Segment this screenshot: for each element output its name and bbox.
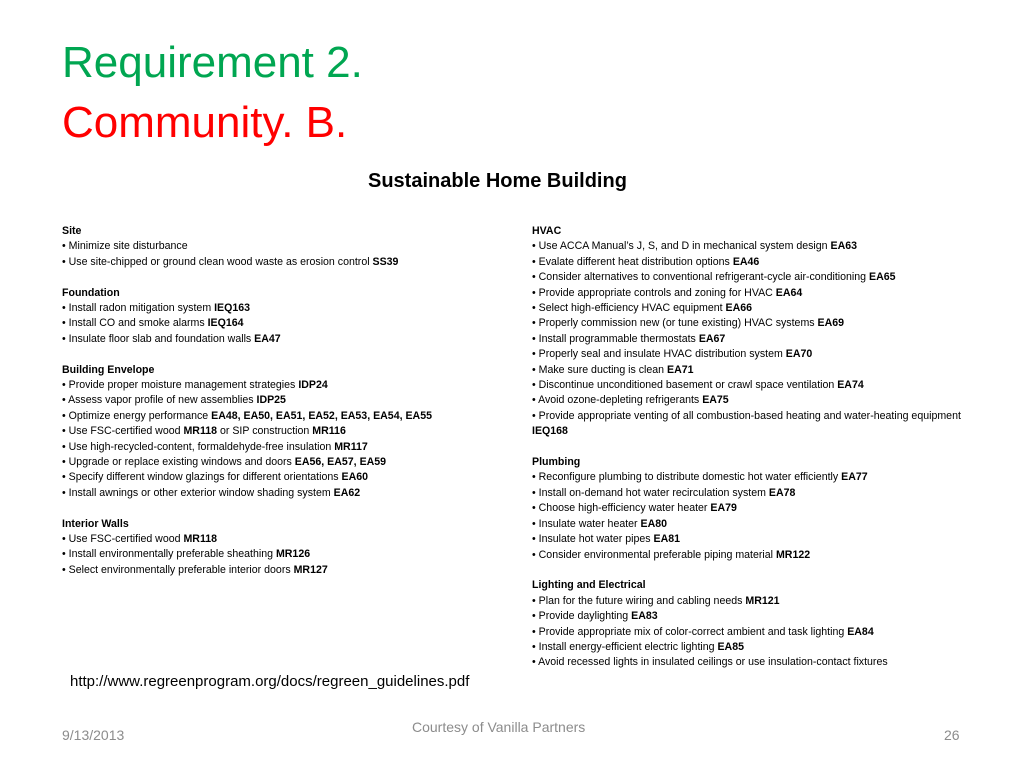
list-item xyxy=(532,363,972,378)
item-code: EA77 xyxy=(841,471,868,484)
item-code: EA78 xyxy=(768,486,796,499)
item-text: • Use FSC-certified wood xyxy=(62,533,181,546)
item-text: • Use high-recycled-content, formaldehyde-free insulation xyxy=(62,440,332,453)
list-item xyxy=(532,532,972,547)
item-code: IEQ164 xyxy=(207,317,244,330)
item-code: MR118 xyxy=(183,533,218,546)
list-item xyxy=(532,239,972,254)
section-interior-walls xyxy=(62,517,502,579)
list-item xyxy=(62,470,502,485)
item-text: • Consider environmental preferable piping material xyxy=(532,548,774,561)
item-text: • Install on-demand hot water recirculation system xyxy=(532,486,766,499)
list-item xyxy=(532,517,972,532)
item-text: • Install programmable thermostats xyxy=(532,332,696,345)
right-column xyxy=(532,224,972,671)
item-code: IDP25 xyxy=(256,394,286,407)
list-item xyxy=(532,486,972,501)
slide-title-line1: Requirement 2. xyxy=(62,38,363,87)
section-building-envelope xyxy=(62,363,502,502)
item-code: EA75 xyxy=(702,394,729,407)
item-text: • Plan for the future wiring and cabling needs xyxy=(532,594,743,607)
item-text: • Avoid ozone-depleting refrigerants xyxy=(532,394,700,407)
item-code: EA80 xyxy=(640,517,668,530)
item-text: • Properly seal and insulate HVAC distribution system xyxy=(532,348,783,361)
item-code: MR126 xyxy=(275,548,311,561)
item-text: • Insulate water heater xyxy=(532,517,638,530)
item-code: EA85 xyxy=(717,640,744,653)
item-text: • Use site-chipped or ground clean wood waste as erosion control xyxy=(62,255,370,268)
item-code: MR116 xyxy=(312,425,346,438)
list-item xyxy=(62,547,502,562)
list-item xyxy=(532,548,972,563)
source-url: http://www.regreenprogram.org/docs/regreen_guidelines.pdf xyxy=(70,673,470,690)
list-item xyxy=(532,393,972,408)
item-text: • Minimize site disturbance xyxy=(62,240,188,253)
list-item xyxy=(532,316,972,331)
item-text: • Select high-efficiency HVAC equipment xyxy=(532,302,723,315)
item-code: EA47 xyxy=(254,332,281,345)
item-code: EA81 xyxy=(653,533,680,546)
item-code: EA46 xyxy=(732,255,760,268)
item-code: EA60 xyxy=(341,471,369,484)
item-text: • Install environmentally preferable sheathing xyxy=(62,548,273,561)
list-item xyxy=(532,640,972,655)
item-text: • Avoid recessed lights in insulated ceilings or use insulation-contact fixtures xyxy=(532,656,888,669)
item-code: SS39 xyxy=(372,255,399,268)
list-item xyxy=(62,378,502,393)
section-heading: Building Envelope xyxy=(62,363,155,376)
list-item xyxy=(532,378,972,393)
list-item xyxy=(62,440,502,455)
section-heading: Site xyxy=(62,225,82,237)
list-item xyxy=(62,255,502,270)
item-code: MR121 xyxy=(745,594,780,607)
list-item xyxy=(62,393,502,408)
item-text: • Reconfigure plumbing to distribute domestic hot water efficiently xyxy=(532,471,839,484)
list-item xyxy=(532,301,972,316)
list-item xyxy=(62,563,502,578)
list-item xyxy=(62,486,502,501)
item-code: EA79 xyxy=(710,502,737,515)
item-code: MR117 xyxy=(334,440,368,453)
item-code: EA66 xyxy=(725,302,753,315)
list-item xyxy=(532,255,972,270)
item-code: IDP24 xyxy=(298,379,328,392)
item-text: • Upgrade or replace existing windows and doors xyxy=(62,456,292,469)
slide-title-line2: Community. B. xyxy=(62,98,348,147)
item-text: • Choose high-efficiency water heater xyxy=(532,502,708,515)
list-item xyxy=(62,532,502,547)
list-item xyxy=(62,301,502,316)
item-text: or SIP construction xyxy=(220,425,310,438)
item-code: EA48, EA50, EA51, EA52, EA53, EA54, EA55 xyxy=(211,409,432,422)
item-text: • Install CO and smoke alarms xyxy=(62,317,205,330)
list-item xyxy=(532,470,972,485)
item-text: • Specify different window glazings for different orientations xyxy=(62,471,339,484)
section-lighting-and-electrical xyxy=(532,578,972,670)
list-item xyxy=(532,625,972,640)
list-item xyxy=(532,270,972,285)
list-item xyxy=(532,347,972,362)
footer-date: 9/13/2013 xyxy=(62,727,125,743)
list-item xyxy=(532,655,972,670)
list-item xyxy=(532,609,972,624)
section-heading: Interior Walls xyxy=(62,517,129,530)
item-text: • Discontinue unconditioned basement or crawl space ventilation xyxy=(532,379,835,392)
item-code: EA69 xyxy=(817,317,845,330)
section-foundation xyxy=(62,286,502,348)
item-code: MR127 xyxy=(293,563,328,576)
item-code: EA65 xyxy=(869,271,896,284)
item-code: EA62 xyxy=(333,486,361,499)
item-code: EA67 xyxy=(698,332,726,345)
list-item xyxy=(532,286,972,301)
item-code: EA83 xyxy=(631,610,658,623)
list-item xyxy=(532,332,972,347)
item-code: MR118 xyxy=(183,425,218,438)
item-text: • Provide proper moisture management strategies xyxy=(62,379,296,392)
section-heading: Lighting and Electrical xyxy=(532,579,646,592)
item-text: • Select environmentally preferable interior doors xyxy=(62,563,291,576)
item-code: EA71 xyxy=(667,363,694,376)
footer-courtesy: Courtesy of Vanilla Partners xyxy=(412,719,586,735)
item-code: EA74 xyxy=(837,379,864,392)
item-text: • Install radon mitigation system xyxy=(62,302,212,315)
item-text: • Properly commission new (or tune existing) HVAC systems xyxy=(532,317,815,330)
item-code: IEQ163 xyxy=(214,302,251,315)
list-item xyxy=(62,409,502,424)
item-text: • Optimize energy performance xyxy=(62,409,209,422)
list-item xyxy=(532,594,972,609)
page-number: 26 xyxy=(944,727,960,743)
item-text: • Insulate floor slab and foundation walls xyxy=(62,332,252,345)
item-text: • Install energy-efficient electric lighting xyxy=(532,640,715,653)
item-text: • Assess vapor profile of new assemblies xyxy=(62,394,254,407)
list-item xyxy=(532,501,972,516)
section-heading: HVAC xyxy=(532,225,562,237)
slide-subtitle: Sustainable Home Building xyxy=(368,170,627,192)
item-text: • Install awnings or other exterior window shading system xyxy=(62,486,331,499)
item-code: EA56, EA57, EA59 xyxy=(294,456,387,469)
item-text: • Consider alternatives to conventional refrigerant-cycle air-conditioning xyxy=(532,271,867,284)
section-site xyxy=(62,224,502,270)
list-item xyxy=(532,409,972,440)
item-text: • Use ACCA Manual’s J, S, and D in mechanical system design xyxy=(532,240,828,253)
section-heading: Plumbing xyxy=(532,456,581,469)
list-item xyxy=(62,316,502,331)
list-item xyxy=(62,332,502,347)
item-text: • Provide daylighting xyxy=(532,610,629,623)
list-item xyxy=(62,239,502,254)
item-text: • Make sure ducting is clean xyxy=(532,363,665,376)
item-code: IEQ168 xyxy=(532,425,568,438)
item-text: • Use FSC-certified wood xyxy=(62,425,181,438)
item-text: • Insulate hot water pipes xyxy=(532,533,651,546)
list-item xyxy=(62,455,502,470)
item-code: EA70 xyxy=(785,348,813,361)
item-code: MR122 xyxy=(775,548,811,561)
item-code: EA64 xyxy=(775,286,803,299)
item-text: • Evalate different heat distribution options xyxy=(532,255,730,268)
section-plumbing xyxy=(532,455,972,563)
list-item xyxy=(62,424,502,439)
item-code: EA84 xyxy=(847,625,874,638)
section-heading: Foundation xyxy=(62,286,120,299)
item-text: • Provide appropriate mix of color-correct ambient and task lighting xyxy=(532,625,845,638)
item-code: EA63 xyxy=(830,240,858,253)
left-column xyxy=(62,224,502,578)
item-text: • Provide appropriate controls and zoning for HVAC xyxy=(532,286,773,299)
section-hvac xyxy=(532,224,972,440)
item-text: • Provide appropriate venting of all combustion-based heating and water-heating equipment xyxy=(532,409,961,422)
